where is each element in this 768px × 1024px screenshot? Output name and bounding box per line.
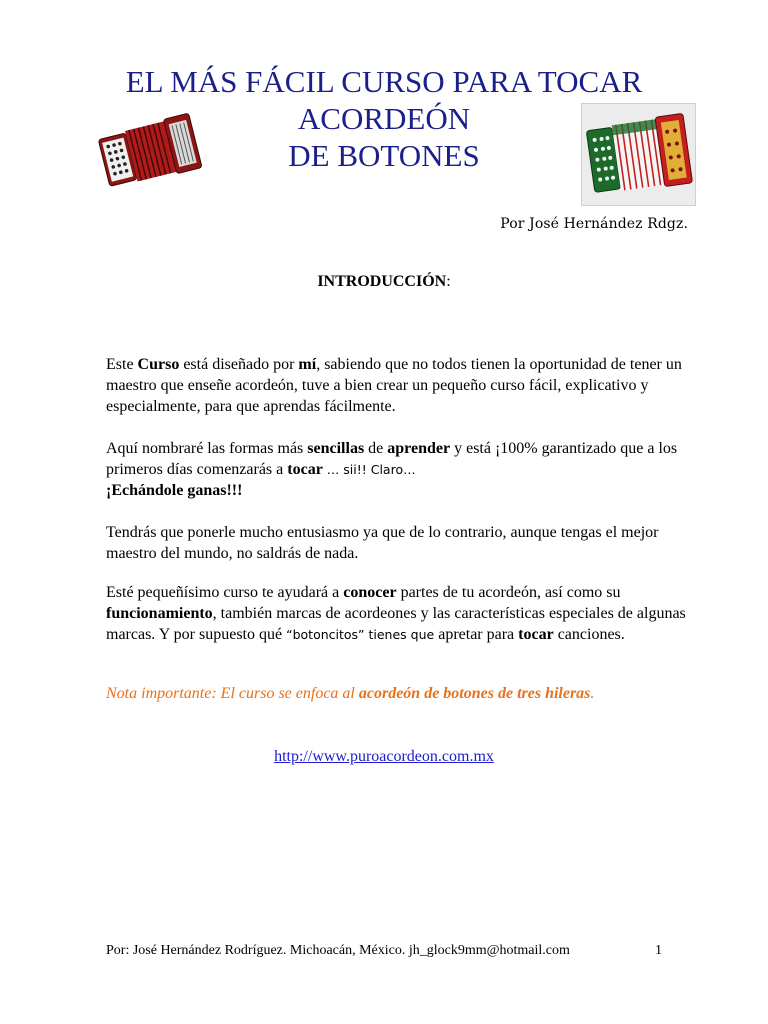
intro-heading: [0, 273, 768, 291]
p2-text-a: Aquí nombraré las formas más: [106, 440, 308, 457]
p1-bold-mi: mí: [298, 356, 317, 373]
p4-text-e: , también marcas de acordeones y las características especiales de algunas marcas. Y por supuesto qué: [106, 605, 686, 643]
p4-small-botoncitos: “botoncitos” tienes que: [286, 627, 435, 642]
p2-text-e: y está ¡100% garantizado que a los primeros días comenzarás a: [106, 440, 678, 478]
red-accordion-image: [92, 104, 204, 194]
p2-bold-sencillas: sencillas: [307, 440, 365, 457]
p1-text-a: Este: [106, 356, 138, 373]
p4-text-g: apretar para: [434, 626, 519, 643]
p2-text-c: de: [364, 440, 388, 457]
note-text-a: Nota importante: El curso se enfoca al: [106, 685, 359, 702]
p1-text-e: , sabiendo que no todos tienen la oportunidad de tener un maestro que enseñe acordeón, tuve a bien crear un pequeño curso fácil, explicativo y especialmente, para que aprendas fácilmente.: [106, 356, 682, 415]
p4-bold-conocer: conocer: [343, 584, 397, 601]
p4-bold-funcionamiento: funcionamiento: [106, 605, 213, 622]
footer-text: Por: José Hernández Rodríguez. Michoacán, México. jh_glock9mm@hotmail.com: [106, 943, 570, 958]
note-text-c: .: [590, 685, 595, 702]
paragraph-1: [106, 354, 686, 417]
intro-heading-colon: :: [446, 273, 451, 290]
document-title-line3: DE BOTONES: [288, 138, 480, 173]
important-note: [106, 683, 686, 704]
p2-bold-aprender: aprender: [387, 440, 451, 457]
p2-bold-exclaim: ¡Echándole ganas!!!: [106, 482, 243, 499]
decorated-accordion-image: [581, 103, 696, 206]
p3-text: Tendrás que ponerle mucho entusiasmo ya que de lo contrario, aunque tengas el mejor maestro del mundo, no saldrás de nada.: [106, 524, 659, 562]
p1-text-c: está diseñado por: [179, 356, 299, 373]
author-line: Por José Hernández Rdgz.: [500, 216, 688, 232]
page-number: 1: [655, 943, 662, 958]
website-link[interactable]: http://www.puroacordeon.com.mx: [274, 748, 494, 765]
paragraph-3: [106, 522, 686, 564]
p2-bold-tocar: tocar: [287, 461, 323, 478]
document-title-line2: ACORDEÓN: [297, 101, 471, 136]
paragraph-4: [106, 582, 686, 645]
intro-heading-text: INTRODUCCIÓN: [317, 273, 447, 290]
p4-text-a: Esté pequeñísimo curso te ayudará a: [106, 584, 344, 601]
p4-text-i: canciones.: [553, 626, 625, 643]
p1-bold-curso: Curso: [137, 356, 180, 373]
note-bold-text: acordeón de botones de tres hileras: [358, 685, 591, 702]
p2-small-text: … sii!! Claro…: [326, 462, 416, 477]
p4-bold-tocar: tocar: [518, 626, 554, 643]
paragraph-2: [106, 438, 686, 501]
p4-text-c: partes de tu acordeón, así como su: [396, 584, 621, 601]
website-link-container: [0, 748, 768, 766]
document-title-line1: EL MÁS FÁCIL CURSO PARA TOCAR: [125, 64, 643, 99]
